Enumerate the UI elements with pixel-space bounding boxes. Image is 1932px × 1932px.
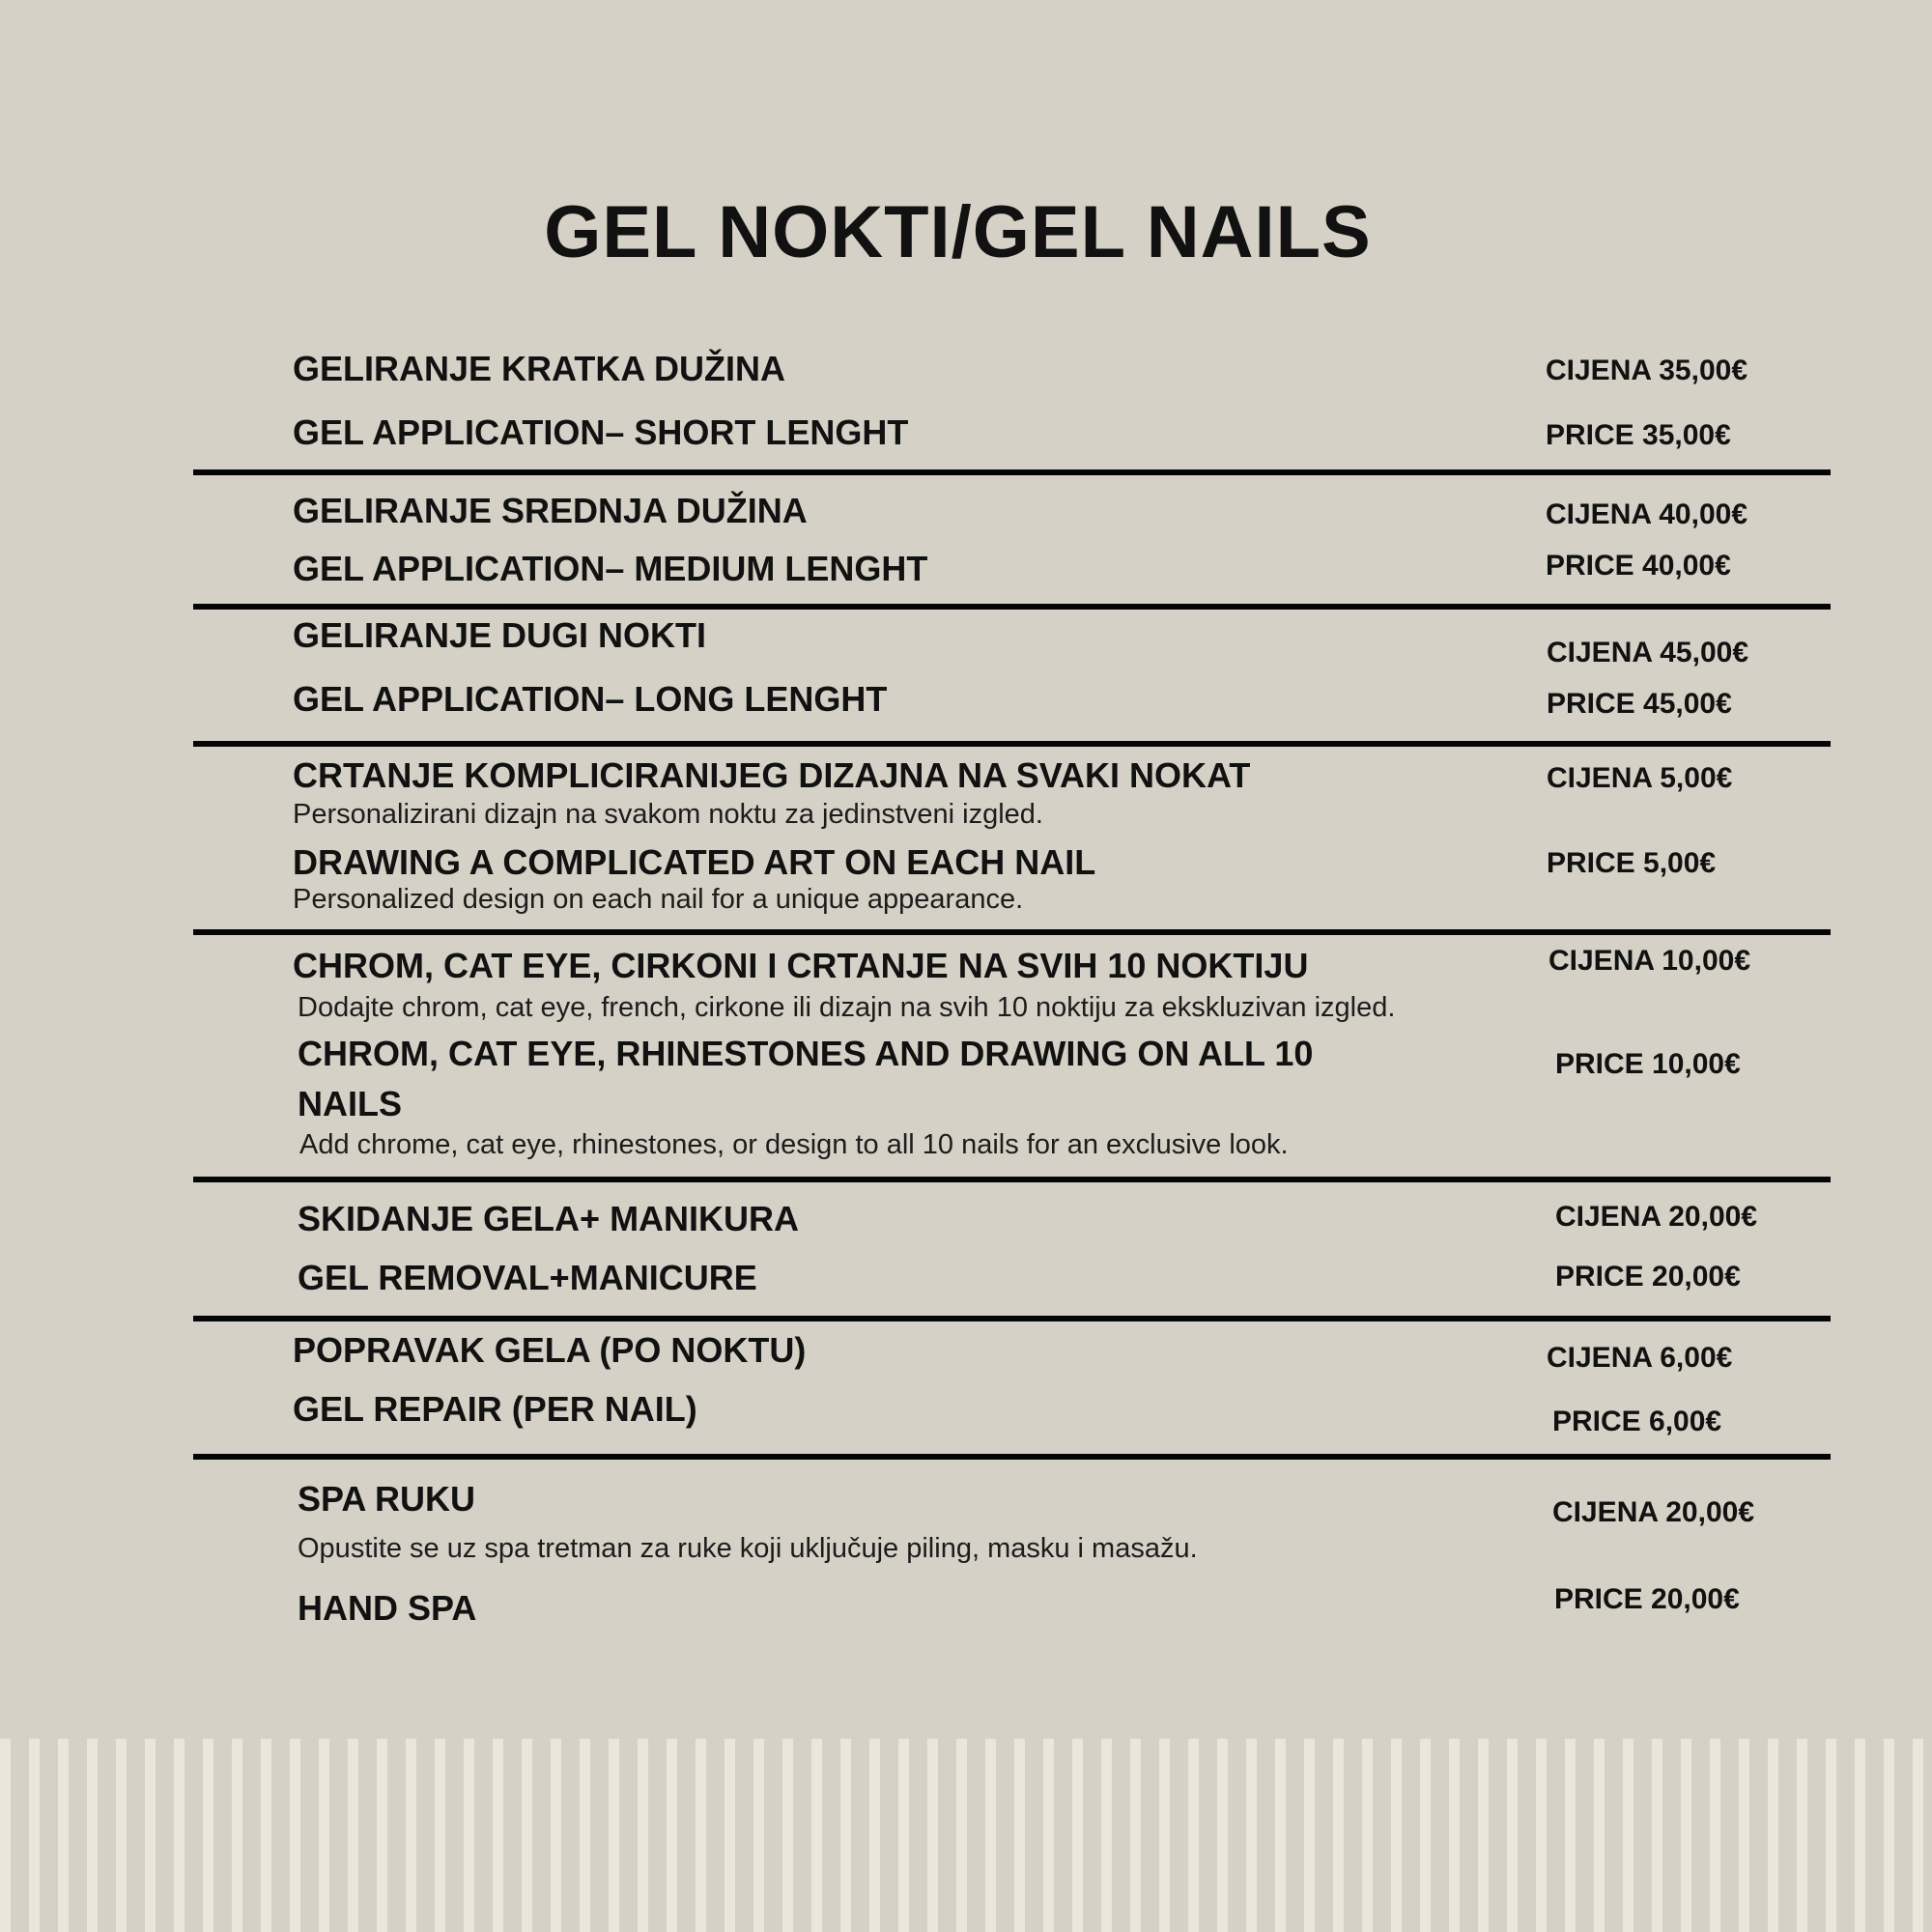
price-hr: CIJENA 10,00€	[1548, 945, 1751, 977]
service-desc-hr: Opustite se uz spa tretman za ruke koji uključuje piling, masku i masažu.	[298, 1533, 1198, 1564]
price-en: PRICE 10,00€	[1555, 1048, 1741, 1080]
divider	[193, 1177, 1831, 1182]
service-desc-hr: Personalizirani dizajn na svakom noktu za jedinstveni izgled.	[293, 799, 1043, 830]
service-title-en: CHROM, CAT EYE, RHINESTONES AND DRAWING ON ALL 10	[298, 1034, 1314, 1073]
divider	[193, 1454, 1831, 1460]
page-title: GEL NOKTI/GEL NAILS	[544, 191, 1372, 273]
service-title-hr: GELIRANJE KRATKA DUŽINA	[293, 349, 785, 388]
service-title-en: HAND SPA	[298, 1588, 477, 1628]
service-title-hr: CHROM, CAT EYE, CIRKONI I CRTANJE NA SVIH 10 NOKTIJU	[293, 946, 1309, 985]
price-en: PRICE 40,00€	[1546, 550, 1731, 582]
service-title-hr: POPRAVAK GELA (PO NOKTU)	[293, 1330, 807, 1370]
service-title-hr: GELIRANJE SREDNJA DUŽINA	[293, 491, 808, 530]
divider	[193, 604, 1831, 610]
divider	[193, 469, 1831, 475]
price-en: PRICE 45,00€	[1547, 688, 1732, 720]
service-title-en-cont: NAILS	[298, 1084, 402, 1123]
price-en: PRICE 35,00€	[1546, 419, 1731, 451]
price-hr: CIJENA 40,00€	[1546, 498, 1748, 530]
service-desc-en: Add chrome, cat eye, rhinestones, or design to all 10 nails for an exclusive look.	[299, 1129, 1289, 1160]
service-desc-en: Personalized design on each nail for a unique appearance.	[293, 884, 1024, 915]
price-hr: CIJENA 5,00€	[1547, 762, 1733, 794]
price-hr: CIJENA 20,00€	[1552, 1496, 1755, 1528]
service-title-hr: SPA RUKU	[298, 1479, 476, 1519]
price-en: PRICE 20,00€	[1555, 1261, 1741, 1293]
price-hr: CIJENA 45,00€	[1547, 637, 1749, 668]
service-title-en: GEL APPLICATION– LONG LENGHT	[293, 679, 888, 719]
price-en: PRICE 20,00€	[1554, 1583, 1740, 1615]
service-title-hr: GELIRANJE DUGI NOKTI	[293, 615, 707, 655]
service-title-en: GEL APPLICATION– SHORT LENGHT	[293, 412, 909, 452]
divider	[193, 1316, 1831, 1321]
price-en: PRICE 6,00€	[1552, 1406, 1722, 1437]
price-hr: CIJENA 35,00€	[1546, 355, 1748, 386]
service-title-en: GEL APPLICATION– MEDIUM LENGHT	[293, 549, 928, 588]
service-title-hr: SKIDANJE GELA+ MANIKURA	[298, 1199, 800, 1238]
price-hr: CIJENA 6,00€	[1547, 1342, 1733, 1374]
service-title-hr: CRTANJE KOMPLICIRANIJEG DIZAJNA NA SVAKI NOKAT	[293, 755, 1251, 795]
price-hr: CIJENA 20,00€	[1555, 1201, 1758, 1233]
divider	[193, 929, 1831, 935]
service-title-en: DRAWING A COMPLICATED ART ON EACH NAIL	[293, 842, 1096, 882]
service-title-en: GEL REPAIR (PER NAIL)	[293, 1389, 697, 1429]
service-desc-hr: Dodajte chrom, cat eye, french, cirkone ili dizajn na svih 10 noktiju za ekskluzivan izgled.	[298, 992, 1396, 1023]
decorative-stripes	[0, 1739, 1932, 1932]
divider	[193, 741, 1831, 747]
price-en: PRICE 5,00€	[1547, 847, 1717, 879]
service-title-en: GEL REMOVAL+MANICURE	[298, 1258, 757, 1297]
